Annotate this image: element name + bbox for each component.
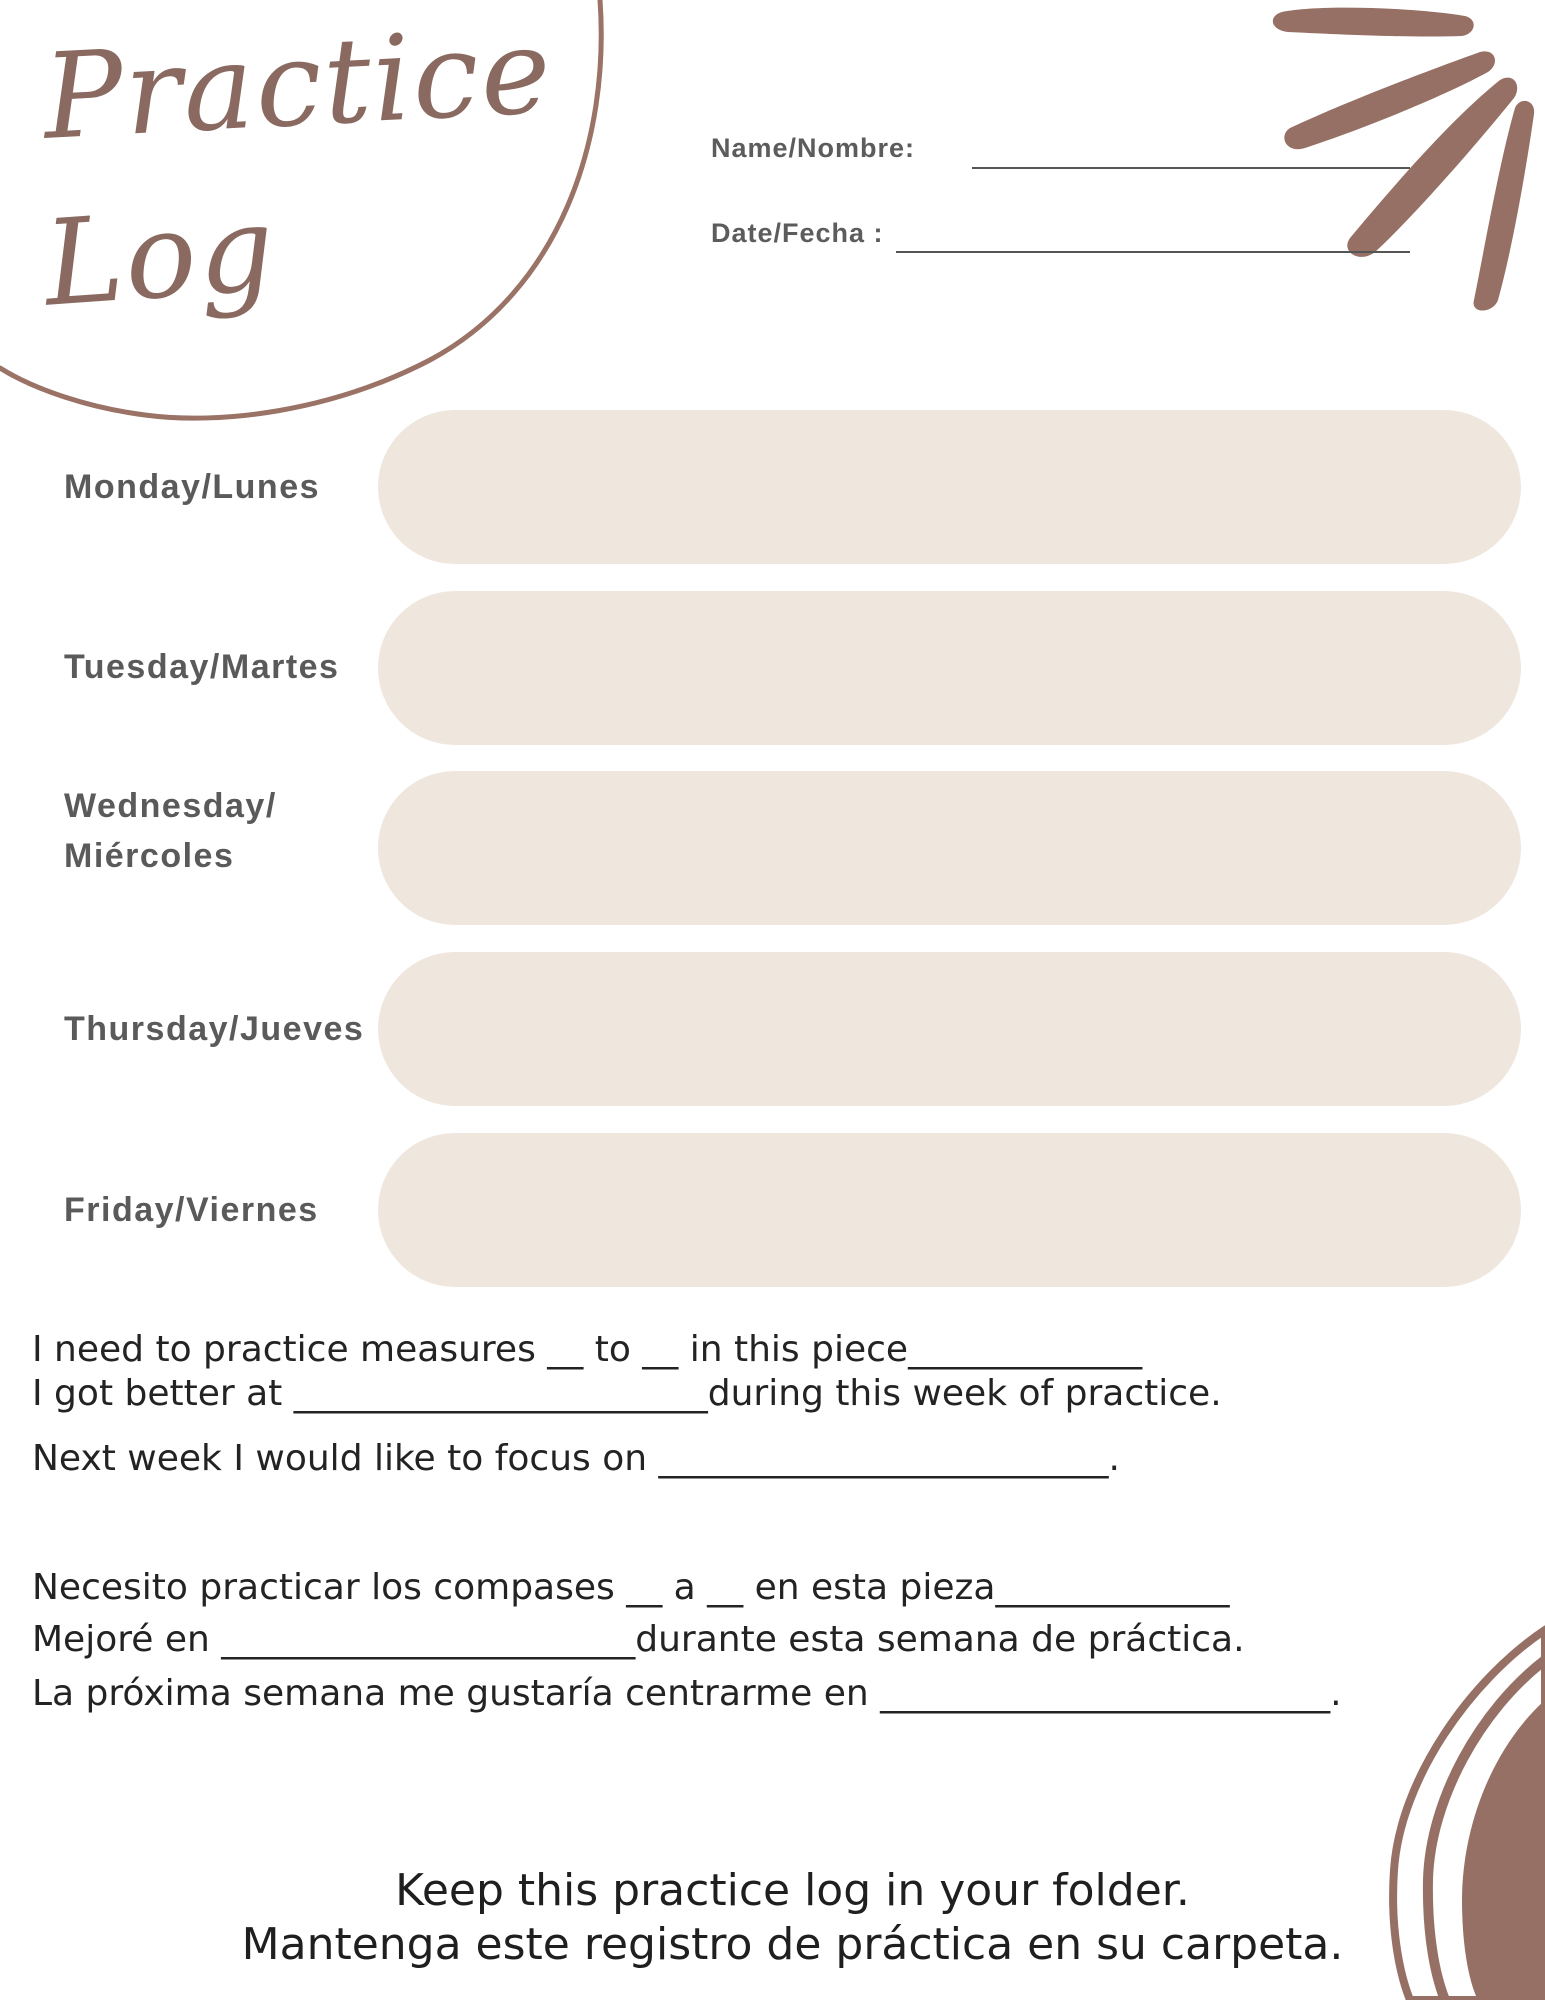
sentence-en-measures: I need to practice measures __ to __ in this piece_____________	[32, 1329, 1143, 1370]
day-label-friday: Friday/Viernes	[64, 1191, 319, 1229]
title-line-2: Log	[40, 178, 281, 333]
day-label-wednesday: Wednesday/ Miércoles	[64, 787, 277, 875]
sentence-en-focus: Next week I would like to focus on _________________________.	[32, 1438, 1120, 1479]
title-line-1: Practice	[40, 1, 556, 166]
day-entry-monday[interactable]	[378, 410, 1521, 564]
sentence-es-centrarme: La próxima semana me gustaría centrarme en _________________________.	[32, 1673, 1342, 1714]
date-field-line[interactable]	[896, 251, 1410, 253]
day-label-tuesday: Tuesday/Martes	[64, 648, 340, 686]
day-entry-tuesday[interactable]	[378, 591, 1521, 745]
footer-line-2: Mantenga este registro de práctica en su carpeta.	[241, 1919, 1344, 1970]
brush-strokes-top-right	[1273, 8, 1534, 311]
day-entry-thursday[interactable]	[378, 952, 1521, 1106]
day-label-thursday: Thursday/Jueves	[64, 1010, 365, 1048]
date-label: Date/Fecha :	[711, 218, 884, 248]
day-entry-friday[interactable]	[378, 1133, 1521, 1287]
footer-line-1: Keep this practice log in your folder.	[395, 1865, 1190, 1916]
name-field-line[interactable]	[972, 167, 1410, 169]
sentence-es-compases: Necesito practicar los compases __ a __ en esta pieza_____________	[32, 1567, 1230, 1608]
name-label: Name/Nombre:	[711, 133, 916, 163]
sentence-en-better-at: I got better at _______________________during this week of practice.	[32, 1373, 1222, 1414]
day-label-monday: Monday/Lunes	[64, 468, 321, 506]
sentence-es-mejore: Mejoré en _______________________durante esta semana de práctica.	[32, 1619, 1245, 1660]
day-entry-wednesday[interactable]	[378, 771, 1521, 925]
